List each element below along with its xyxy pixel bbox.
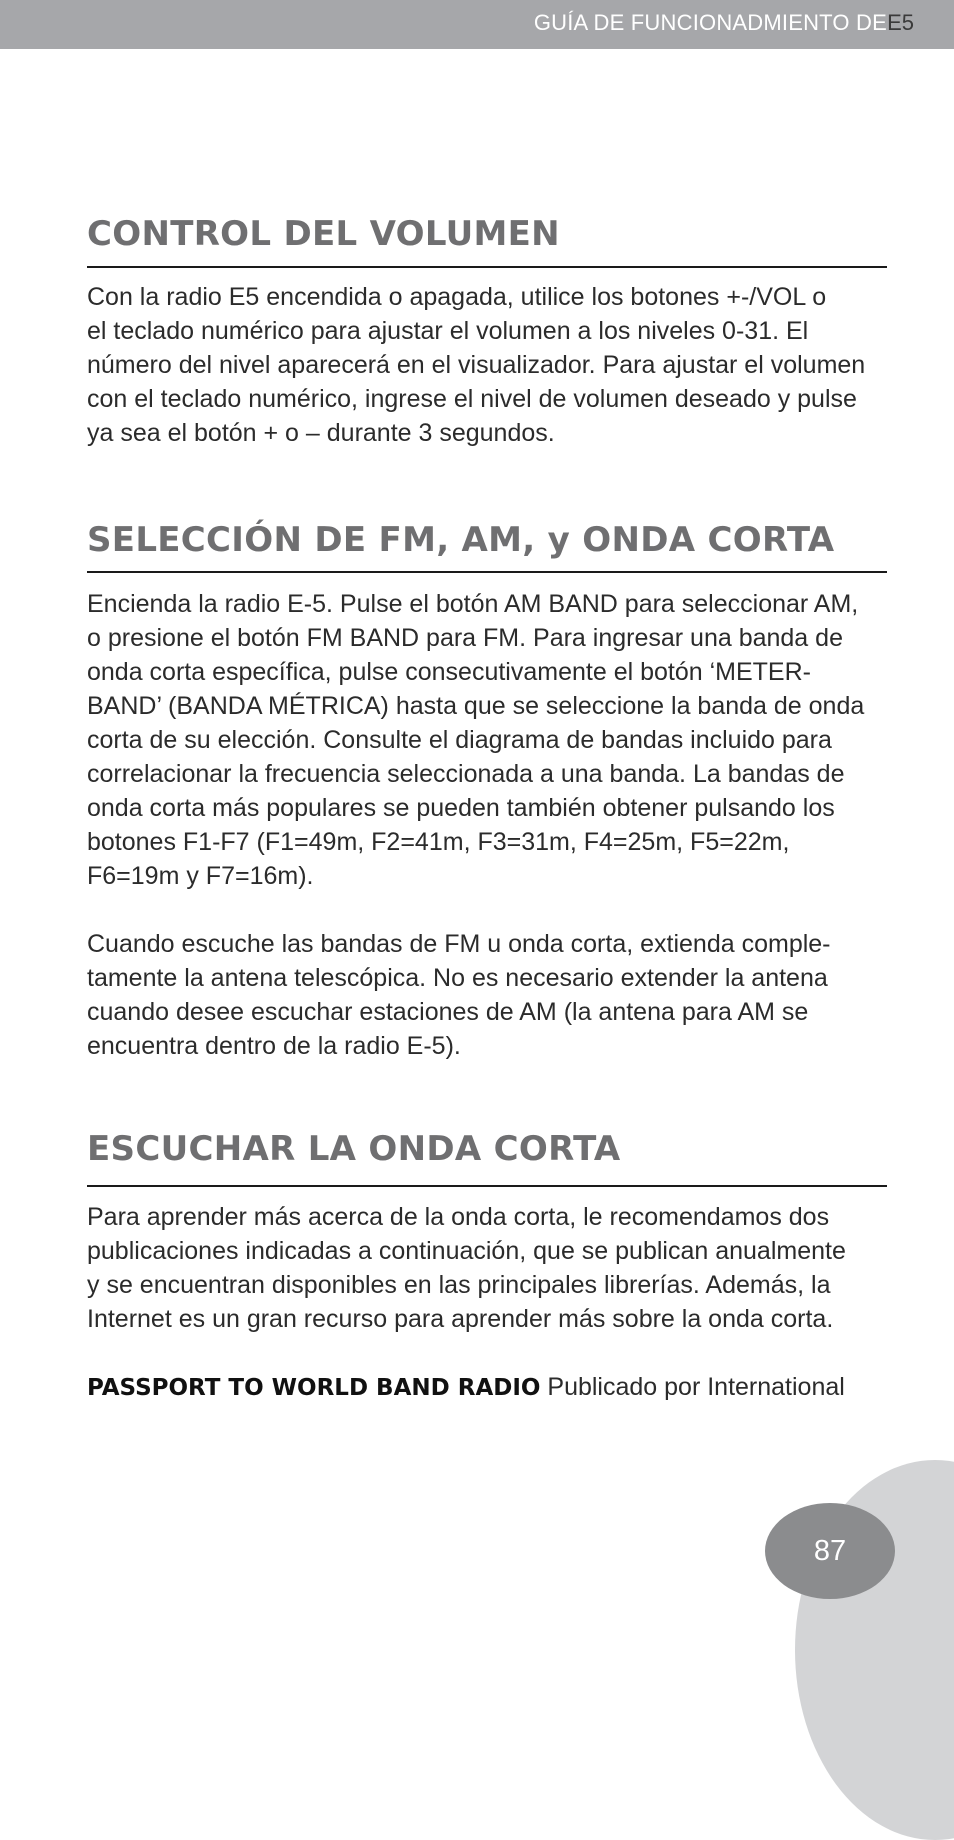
section-divider [87, 1185, 887, 1187]
section-band-selection [87, 520, 887, 560]
section-divider [87, 571, 887, 573]
publication-text: Publicado por International [540, 1373, 845, 1401]
paragraph: Cuando escuche las bandas de FM u onda corta, extienda comple- tamente la antena telescópica. No es necesario extender la antena cuando desee escuchar estaciones de AM (la antena para AM se encuentra dentro de la radio E-5). [87, 930, 831, 1060]
header-bar [0, 0, 954, 49]
section-shortwave-listening [87, 1129, 887, 1169]
publication-title: PASSPORT TO WORLD BAND RADIO [87, 1375, 541, 1401]
section-band-body [87, 587, 887, 1063]
header-title: GUÍA DE FUNCIONADMIENTO DE [533, 10, 887, 35]
section-shortwave-body [87, 1200, 887, 1405]
paragraph: Encienda la radio E-5. Pulse el botón AM BAND para seleccionar AM, o presione el botón FM BAND para FM. Para ingresar una banda de onda corta específica, pulse consecutivamente el botón ‘METER- BAND’ (BANDA MÉTRICA) hasta que se seleccione la banda de onda corta de su elección. Consulte el diagrama de bandas incluido para correlacionar la frecuencia seleccionada a una banda. La bandas de onda corta más populares se pueden también obtener pulsando los botones F1-F7 (F1=49m, F2=41m, F3=31m, F4=25m, F5=22m, F6=19m y F7=16m). [87, 590, 865, 890]
section-volume-control [87, 214, 887, 254]
section-title: CONTROL DEL VOLUMEN [87, 214, 560, 254]
section-volume-body [87, 280, 887, 450]
paragraph: Para aprender más acerca de la onda corta, le recomendamos dos publicaciones indicadas a continuación, que se publican anualmente y se encuentran disponibles en las principales librerías. Además, la Internet es un gran recurso para aprender más sobre la onda corta. [87, 1203, 846, 1333]
page-number: 87 [813, 1535, 847, 1567]
section-divider [87, 266, 887, 268]
section-title: ESCUCHAR LA ONDA CORTA [87, 1129, 621, 1169]
section-title: SELECCIÓN DE FM, AM, y ONDA CORTA [87, 520, 835, 560]
paragraph: Con la radio E5 encendida o apagada, utilice los botones +-/VOL o el teclado numérico para ajustar el volumen a los niveles 0-31. El número del nivel aparecerá en el visualizador. Para ajustar el volumen con el teclado numérico, ingrese el nivel de volumen deseado y pulse ya sea el botón + o – durante 3 segundos. [87, 283, 866, 447]
publication-line [87, 1370, 887, 1405]
header-model: E5 [887, 10, 914, 35]
